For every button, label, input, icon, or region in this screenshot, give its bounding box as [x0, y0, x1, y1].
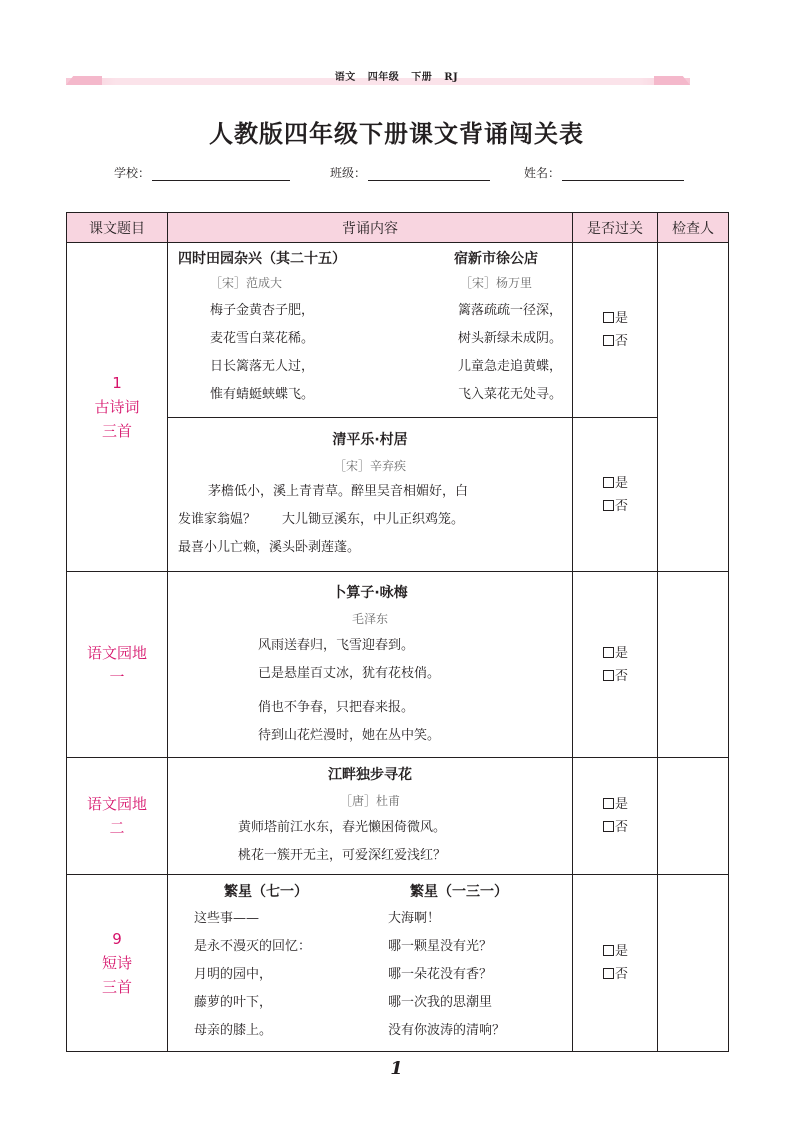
table-row — [67, 572, 729, 758]
recitation-table — [66, 212, 729, 1052]
pass-check — [573, 758, 658, 875]
class-label: 班级： — [330, 166, 367, 180]
name-field[interactable] — [524, 164, 684, 181]
lesson-cell — [67, 572, 168, 758]
running-head-subject: 语文 — [334, 72, 356, 83]
name-blank[interactable] — [562, 166, 684, 181]
poem-author: 毛泽东 — [351, 611, 388, 626]
lesson-name: 语文园地 — [86, 643, 147, 662]
poem-line: 桃花一簇开无主，可爱深红爱浅红？ — [238, 848, 447, 863]
checker-cell[interactable] — [658, 875, 729, 1052]
checkbox-icon[interactable] — [603, 821, 614, 832]
header-content: 背诵内容 — [168, 213, 573, 243]
poem-line: 哪一次我的思潮里 — [388, 995, 493, 1010]
school-field[interactable] — [114, 164, 290, 181]
poem-line: 俏也不争春，只把春来报。 — [258, 699, 415, 715]
lesson-number: 9 — [112, 930, 122, 948]
poem-line: 惟有蜻蜓蛱蝶飞。 — [210, 387, 315, 402]
poem-line: 哪一朵花没有香？ — [388, 967, 493, 982]
poem — [194, 879, 368, 1045]
check-no[interactable]: 否 — [603, 816, 657, 839]
poem-title: 宿新市徐公店 — [454, 251, 538, 267]
poem-line: 篱落疏疏一径深， — [457, 303, 562, 318]
poem-line: 日长篱落无人过， — [210, 359, 315, 374]
checker-cell[interactable] — [658, 572, 729, 758]
lesson-name: 一 — [109, 667, 125, 686]
school-blank[interactable] — [152, 166, 290, 181]
poem — [178, 249, 370, 409]
check-no[interactable]: 否 — [603, 330, 657, 353]
poem-author: ［宋］范成大 — [210, 276, 283, 290]
lesson-name: 短诗 — [101, 954, 132, 972]
pass-check — [573, 243, 658, 418]
poem-line: 最喜小儿亡赖，溪头卧剥莲蓬。 — [178, 539, 361, 555]
poem-line: 母亲的膝上。 — [194, 1023, 273, 1038]
checkbox-icon[interactable] — [603, 968, 614, 979]
check-yes[interactable]: 是 — [603, 940, 657, 963]
poem — [370, 249, 562, 409]
poem-line: 麦花雪白菜花稀。 — [210, 331, 315, 346]
poem-author: ［宋］辛弃疾 — [333, 458, 406, 473]
poem — [368, 879, 562, 1045]
poem-line: 茅檐低小，溪上青青草。醉里吴音相媚好，白 — [208, 483, 469, 499]
poem-title: 繁星（七一） — [224, 884, 308, 900]
lesson-name: 二 — [109, 819, 125, 837]
checkbox-icon[interactable] — [603, 312, 614, 323]
check-no[interactable]: 否 — [603, 665, 657, 688]
checker-cell[interactable] — [658, 758, 729, 875]
recitation-content — [168, 758, 573, 875]
lesson-name: 古诗词 — [94, 398, 140, 416]
lesson-cell — [67, 875, 168, 1052]
check-yes[interactable]: 是 — [603, 307, 657, 330]
lesson-number: 1 — [112, 374, 122, 392]
check-no[interactable]: 否 — [603, 963, 657, 986]
poem-author: ［宋］杨万里 — [459, 276, 532, 290]
table-row — [67, 875, 729, 1052]
lesson-name: 三首 — [101, 422, 132, 440]
poem-line: 藤萝的叶下， — [194, 995, 273, 1010]
checkbox-icon[interactable] — [603, 500, 614, 511]
lesson-cell — [67, 243, 168, 572]
checkbox-icon[interactable] — [603, 798, 614, 809]
class-field[interactable] — [330, 164, 490, 181]
running-head-edition: RJ — [444, 72, 459, 83]
poem-line: 树头新绿未成阴。 — [457, 331, 562, 346]
check-yes[interactable]: 是 — [603, 793, 657, 816]
poem-line: 已是悬崖百丈冰，犹有花枝俏。 — [258, 665, 441, 681]
checkbox-icon[interactable] — [603, 647, 614, 658]
checkbox-icon[interactable] — [603, 477, 614, 488]
check-yes[interactable]: 是 — [603, 472, 657, 495]
header-passed: 是否过关 — [573, 213, 658, 243]
poem-title: 清平乐·村居 — [332, 431, 408, 448]
checkbox-icon[interactable] — [603, 945, 614, 956]
poem-title: 繁星（一三一） — [410, 884, 508, 900]
poem-line: 这些事—— — [194, 911, 260, 926]
table-row — [67, 243, 729, 418]
recitation-content — [168, 875, 573, 1052]
lesson-cell — [67, 758, 168, 875]
poem-title: 江畔独步寻花 — [328, 767, 412, 783]
pass-check — [573, 418, 658, 572]
pass-check — [573, 572, 658, 758]
checkbox-icon[interactable] — [603, 335, 614, 346]
recitation-content — [168, 418, 573, 572]
poem-line: 没有你波涛的清响？ — [388, 1023, 506, 1038]
running-head-grade: 四年级 — [367, 72, 400, 83]
recitation-content — [168, 572, 573, 758]
check-yes[interactable]: 是 — [603, 642, 657, 665]
lesson-name: 语文园地 — [86, 795, 147, 813]
school-label: 学校： — [114, 166, 151, 180]
poem-line: 风雨送春归，飞雪迎春到。 — [258, 637, 415, 653]
header-checker: 检查人 — [658, 213, 729, 243]
table-header-row — [67, 213, 729, 243]
running-head-volume: 下册 — [411, 72, 433, 83]
lesson-name: 三首 — [101, 978, 132, 996]
poem-author: ［唐］杜甫 — [339, 794, 400, 808]
poem-line: 月明的园中， — [194, 967, 273, 982]
page-title: 人教版四年级下册课文背诵闯关表 — [209, 120, 584, 148]
poem-line: 待到山花烂漫时，她在丛中笑。 — [258, 727, 441, 743]
poem-title: 卜算子·咏梅 — [332, 584, 408, 601]
poem-line: 哪一颗星没有光？ — [388, 939, 493, 954]
check-no[interactable]: 否 — [603, 495, 657, 518]
poem-title: 四时田园杂兴（其二十五） — [178, 251, 346, 267]
poem-line: 大海啊！ — [388, 911, 441, 926]
poem-line: 是永不漫灭的回忆： — [194, 939, 312, 954]
poem-line: 黄师塔前江水东，春光懒困倚微风。 — [238, 820, 447, 835]
class-blank[interactable] — [368, 166, 490, 181]
poem-line: 发谁家翁媪？ 大儿锄豆溪东，中儿正织鸡笼。 — [178, 511, 465, 527]
checkbox-icon[interactable] — [603, 670, 614, 681]
running-head — [0, 68, 793, 83]
poem-line: 儿童急走追黄蝶， — [457, 359, 562, 374]
pass-check — [573, 875, 658, 1052]
poem-line: 飞入菜花无处寻。 — [457, 387, 562, 402]
header-lesson: 课文题目 — [67, 213, 168, 243]
page-number: 1 — [390, 1058, 403, 1079]
name-label: 姓名： — [524, 166, 561, 180]
poem-line: 梅子金黄杏子肥， — [210, 303, 315, 318]
recitation-content — [168, 243, 573, 418]
table-row — [67, 758, 729, 875]
checker-cell[interactable] — [658, 243, 729, 572]
